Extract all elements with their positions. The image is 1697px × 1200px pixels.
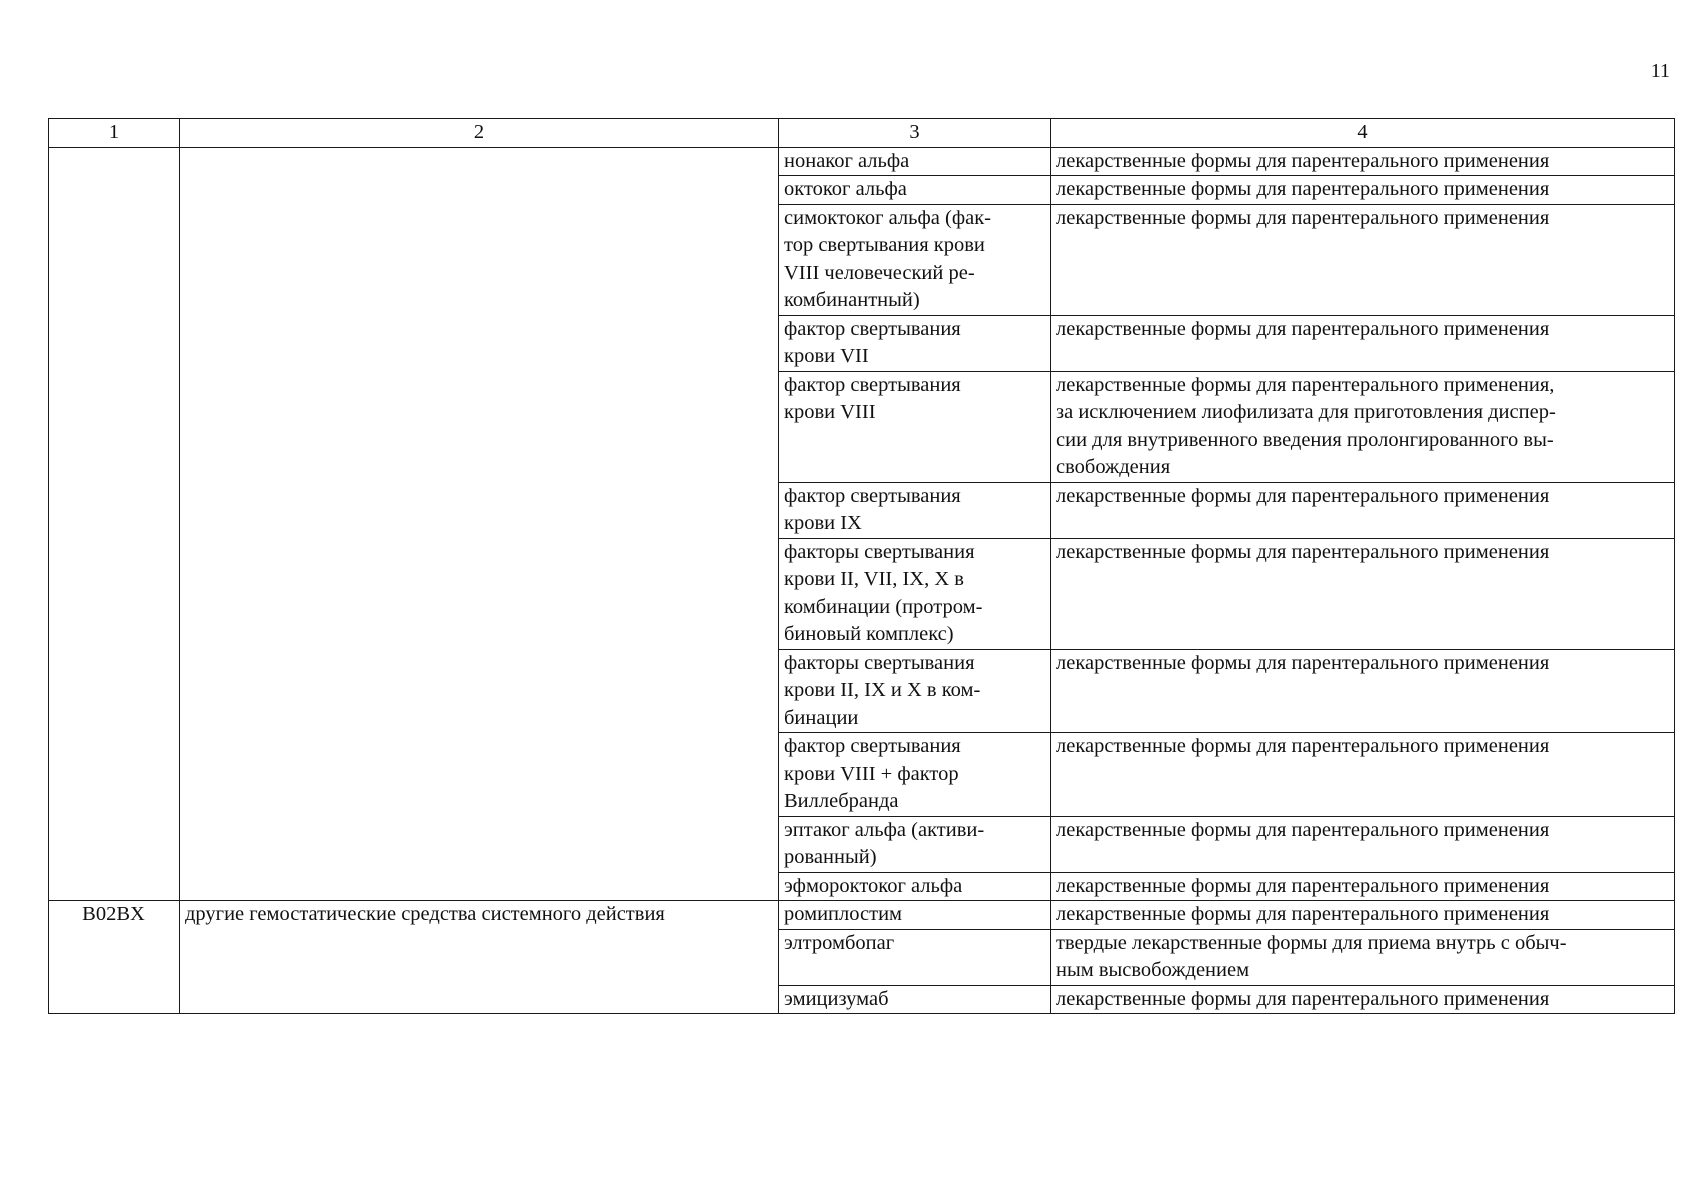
atc-code-cell (49, 147, 180, 901)
dosage-form-cell: лекарственные формы для парентерального применения (1051, 816, 1675, 872)
group-name-cell (180, 147, 779, 901)
substance-cell: фактор свертывания крови IX (779, 482, 1051, 538)
dosage-form-cell: лекарственные формы для парентерального применения (1051, 901, 1675, 930)
substance-cell: ромиплостим (779, 901, 1051, 930)
dosage-form-cell: твердые лекарственные формы для приема внутрь с обыч- ным высвобождением (1051, 929, 1675, 985)
dosage-form-cell: лекарственные формы для парентерального применения, за исключением лиофилизата для приготовления диспер- сии для внутривенного введения пролонгированного вы- свобождения (1051, 371, 1675, 482)
atc-code-cell: B02BX (49, 901, 180, 1014)
column-header: 3 (779, 119, 1051, 148)
dosage-form-cell: лекарственные формы для парентерального применения (1051, 482, 1675, 538)
header-row (49, 119, 1675, 148)
substance-cell: фактор свертывания крови VIII (779, 371, 1051, 482)
substance-cell: факторы свертывания крови II, IX и X в ком- бинации (779, 649, 1051, 733)
drug-table (48, 118, 1675, 1014)
dosage-form-cell: лекарственные формы для парентерального применения (1051, 315, 1675, 371)
dosage-form-cell: лекарственные формы для парентерального применения (1051, 649, 1675, 733)
substance-cell: эфмороктоког альфа (779, 872, 1051, 901)
dosage-form-cell: лекарственные формы для парентерального применения (1051, 147, 1675, 176)
substance-cell: элтромбопаг (779, 929, 1051, 985)
substance-cell: факторы свертывания крови II, VII, IX, X в комбинации (протром- биновый комплекс) (779, 538, 1051, 649)
column-header: 4 (1051, 119, 1675, 148)
dosage-form-cell: лекарственные формы для парентерального применения (1051, 538, 1675, 649)
column-header: 1 (49, 119, 180, 148)
table-body (49, 119, 1675, 1014)
dosage-form-cell: лекарственные формы для парентерального применения (1051, 204, 1675, 315)
dosage-form-cell: лекарственные формы для парентерального применения (1051, 176, 1675, 205)
substance-cell: симоктоког альфа (фак- тор свертывания крови VIII человеческий ре- комбинантный) (779, 204, 1051, 315)
table-row (49, 901, 1675, 930)
substance-cell: фактор свертывания крови VII (779, 315, 1051, 371)
dosage-form-cell: лекарственные формы для парентерального применения (1051, 872, 1675, 901)
substance-cell: эмицизумаб (779, 985, 1051, 1014)
substance-cell: нонаког альфа (779, 147, 1051, 176)
page-number: 11 (1650, 60, 1670, 82)
substance-cell: фактор свертывания крови VIII + фактор Виллебранда (779, 733, 1051, 817)
dosage-form-cell: лекарственные формы для парентерального применения (1051, 985, 1675, 1014)
table-row (49, 147, 1675, 176)
dosage-form-cell: лекарственные формы для парентерального применения (1051, 733, 1675, 817)
substance-cell: октоког альфа (779, 176, 1051, 205)
column-header: 2 (180, 119, 779, 148)
substance-cell: эптаког альфа (активи- рованный) (779, 816, 1051, 872)
group-name-cell: другие гемостатические средства системного действия (180, 901, 779, 1014)
